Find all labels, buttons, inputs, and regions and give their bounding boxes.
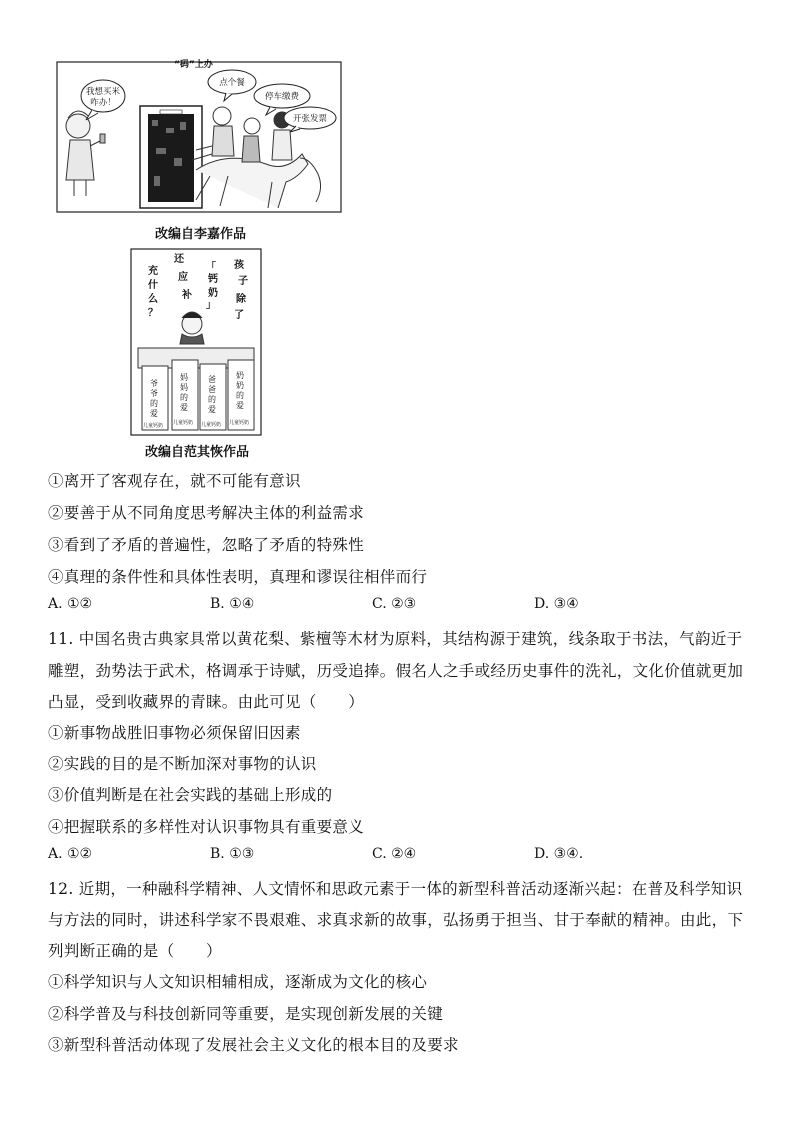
cartoon-title: “码”上办 bbox=[174, 60, 213, 70]
q11-item-1: ①新事物战胜旧事物必须保留旧因素 bbox=[48, 724, 301, 742]
svg-text:还: 还 bbox=[174, 254, 184, 265]
q12-item-1: ①科学知识与人文知识相辅相成，逐渐成为文化的核心 bbox=[48, 973, 428, 991]
svg-text:子: 子 bbox=[238, 276, 248, 287]
svg-text:爷: 爷 bbox=[150, 389, 158, 398]
svg-text:爱: 爱 bbox=[236, 401, 244, 410]
q11-option-d[interactable]: D. ③④. bbox=[534, 846, 584, 862]
svg-text:儿童钙奶: 儿童钙奶 bbox=[229, 420, 250, 426]
svg-text:妈: 妈 bbox=[180, 383, 188, 392]
q11-stem-line3: 凸显，受到收藏界的青睐。由此可见（ ） bbox=[48, 693, 365, 711]
q10-item-3: ③看到了矛盾的普遍性，忽略了矛盾的特殊性 bbox=[48, 536, 365, 554]
svg-text:的: 的 bbox=[208, 395, 216, 404]
svg-text:妈: 妈 bbox=[180, 373, 188, 382]
q12-stem-line2: 与方法的同时，讲述科学家不畏艰难、求真求新的故事，弘扬勇于担当、甘于奉献的精神。由此，下 bbox=[48, 911, 744, 929]
svg-text:儿童钙奶: 儿童钙奶 bbox=[173, 420, 194, 426]
svg-text:应: 应 bbox=[178, 272, 188, 283]
q12-stem-line1: 12. 近期，一种融科学精神、人文情怀和思政元素于一体的新型科普活动逐渐兴起：在普及科学知识 bbox=[48, 880, 743, 898]
svg-text:的: 的 bbox=[236, 391, 244, 400]
cartoon1-caption: 改编自李嘉作品 bbox=[155, 227, 247, 242]
q11-option-a[interactable]: A. ①② bbox=[48, 846, 93, 862]
svg-text:的: 的 bbox=[180, 393, 188, 402]
bubble-left-line2: 咋办！ bbox=[90, 98, 116, 108]
q12-stem-line3: 列判断正确的是（ ） bbox=[48, 942, 222, 960]
child-figure bbox=[180, 312, 204, 344]
svg-text:么: 么 bbox=[148, 294, 158, 305]
svg-text:爱: 爱 bbox=[208, 405, 216, 414]
q11-stem-line2: 雕塑，劲势法于武术，格调承于诗赋，历受追捧。假名人之手或经历史事件的洗礼，文化价值就更加 bbox=[48, 662, 744, 680]
svg-text:儿童钙奶: 儿童钙奶 bbox=[201, 422, 222, 428]
svg-text:爷: 爷 bbox=[150, 379, 158, 388]
svg-text:爱: 爱 bbox=[180, 403, 188, 412]
cartoon2-caption: 改编自范其恢作品 bbox=[145, 445, 250, 460]
svg-text:儿童钙奶: 儿童钙奶 bbox=[143, 423, 164, 429]
q11-item-2: ②实践的目的是不断加深对事物的认识 bbox=[48, 755, 317, 773]
qr-code-door bbox=[140, 106, 202, 208]
cartoon-calcium-milk bbox=[130, 248, 262, 436]
svg-text:补: 补 bbox=[182, 290, 192, 301]
q11-stem-line1: 11. 中国名贵古典家具常以黄花梨、紫檀等木材为原料，其结构源于建筑，线条取于书法，气韵近于 bbox=[48, 630, 743, 648]
q11-item-4: ④把握联系的多样性对认识事物具有重要意义 bbox=[48, 818, 365, 836]
svg-text:充: 充 bbox=[148, 266, 158, 277]
bubble-left-line1: 我想买米 bbox=[85, 87, 121, 97]
cartoon-code-services bbox=[56, 58, 342, 216]
bubble-invoice-text: 开张发票 bbox=[292, 114, 328, 124]
q12-item-2: ②科学普及与科技创新同等重要，是实现创新发展的关键 bbox=[48, 1005, 444, 1023]
svg-text:「: 「 bbox=[206, 262, 216, 273]
q11-option-b[interactable]: B. ①③ bbox=[210, 846, 255, 862]
q10-item-4: ④真理的条件性和具体性表明，真理和谬误往相伴而行 bbox=[48, 568, 428, 586]
bubble-parking-text: 停车缴费 bbox=[264, 92, 300, 102]
svg-text:爱: 爱 bbox=[150, 409, 158, 418]
bubble-order-text: 点个餐 bbox=[219, 78, 245, 88]
q10-option-d[interactable]: D. ③④ bbox=[534, 596, 579, 612]
svg-text:？: ？ bbox=[148, 308, 158, 319]
q10-option-c[interactable]: C. ②③ bbox=[372, 596, 417, 612]
q10-item-2: ②要善于从不同角度思考解决主体的利益需求 bbox=[48, 504, 365, 522]
svg-text:奶: 奶 bbox=[236, 371, 244, 380]
q10-option-a[interactable]: A. ①② bbox=[48, 596, 93, 612]
svg-text:钙: 钙 bbox=[208, 274, 218, 285]
q11-option-c[interactable]: C. ②④ bbox=[372, 846, 417, 862]
svg-text:什: 什 bbox=[148, 280, 158, 291]
q10-option-b[interactable]: B. ①④ bbox=[210, 596, 255, 612]
q10-item-1: ①离开了客观存在，就不可能有意识 bbox=[48, 472, 301, 490]
svg-text:奶: 奶 bbox=[208, 288, 218, 299]
svg-text:奶: 奶 bbox=[236, 381, 244, 390]
svg-text:的: 的 bbox=[150, 399, 158, 408]
svg-text:」: 」 bbox=[206, 300, 216, 311]
svg-text:除: 除 bbox=[236, 294, 246, 305]
svg-text:了: 了 bbox=[234, 310, 244, 321]
svg-text:孩: 孩 bbox=[234, 260, 244, 271]
q12-item-3: ③新型科普活动体现了发展社会主义文化的根本目的及要求 bbox=[48, 1036, 459, 1054]
svg-text:爸: 爸 bbox=[208, 375, 216, 384]
q11-item-3: ③价值判断是在社会实践的基础上形成的 bbox=[48, 786, 333, 804]
svg-text:爸: 爸 bbox=[208, 385, 216, 394]
